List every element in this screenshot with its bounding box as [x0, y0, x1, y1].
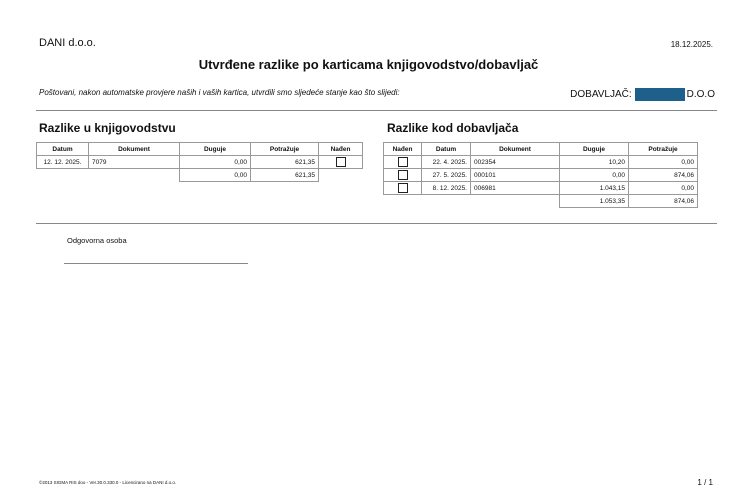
signature-line [64, 263, 248, 264]
col-header-datum: Datum [422, 143, 471, 156]
cell-datum: 22. 4. 2025. [422, 156, 471, 169]
footer-copyright: ©2013 SIGMA RIS doo - Ver.30.0.330.0 - Licencirano na DANI d.o.o. [39, 480, 177, 485]
cell-potrazuje: 621,35 [251, 156, 319, 169]
signature-label: Odgovorna osoba [67, 236, 127, 245]
col-header-naden: Nađen [319, 143, 363, 156]
cell-potrazuje: 0,00 [629, 156, 698, 169]
cell-datum: 8. 12. 2025. [422, 182, 471, 195]
cell-datum: 27. 5. 2025. [422, 169, 471, 182]
total-duguje: 1.053,35 [560, 195, 629, 208]
col-header-dokument: Dokument [471, 143, 560, 156]
cell-datum: 12. 12. 2025. [37, 156, 89, 169]
col-header-potrazuje: Potražuje [629, 143, 698, 156]
right-section-title: Razlike kod dobavljača [387, 121, 519, 135]
cell-duguje: 0,00 [180, 156, 251, 169]
left-section-title: Razlike u knjigovodstvu [39, 121, 176, 135]
cell-naden [384, 182, 422, 195]
cell-potrazuje: 0,00 [629, 182, 698, 195]
table-row [37, 156, 363, 169]
supplier-label: DOBAVLJAČ: [570, 89, 632, 100]
supplier-name-redacted [635, 88, 685, 101]
divider-top [36, 110, 717, 111]
col-header-duguje: Duguje [180, 143, 251, 156]
cell-duguje: 10,20 [560, 156, 629, 169]
cell-duguje: 1.043,15 [560, 182, 629, 195]
table-row [384, 169, 698, 182]
report-date: 18.12.2025. [670, 40, 713, 49]
totals-row [384, 195, 698, 208]
cell-dokument: 006981 [471, 182, 560, 195]
col-header-datum: Datum [37, 143, 89, 156]
table-row [384, 182, 698, 195]
page-number: 1 / 1 [697, 478, 713, 487]
col-header-potrazuje: Potražuje [251, 143, 319, 156]
total-potrazuje: 621,35 [251, 169, 319, 182]
supplier-field [570, 88, 715, 101]
found-checkbox[interactable] [398, 170, 408, 180]
divider-bottom [36, 223, 717, 224]
cell-naden [384, 156, 422, 169]
bookkeeping-differences-table [36, 142, 363, 182]
cell-duguje: 0,00 [560, 169, 629, 182]
page-title: Utvrđene razlike po karticama knjigovodstvo/dobavljač [198, 57, 539, 72]
company-name: DANI d.o.o. [39, 37, 96, 49]
intro-text: Poštovani, nakon automatske provjere naših i vaših kartica, utvrdili smo sljedeće stanje kao što slijedi: [39, 88, 400, 97]
supplier-suffix: D.O.O [686, 89, 715, 100]
cell-dokument: 002354 [471, 156, 560, 169]
found-checkbox[interactable] [398, 183, 408, 193]
cell-naden [319, 156, 363, 169]
cell-naden [384, 169, 422, 182]
supplier-differences-table [383, 142, 698, 208]
col-header-duguje: Duguje [560, 143, 629, 156]
total-potrazuje: 874,06 [629, 195, 698, 208]
table-row [384, 156, 698, 169]
cell-potrazuje: 874,06 [629, 169, 698, 182]
found-checkbox[interactable] [336, 157, 346, 167]
total-duguje: 0,00 [180, 169, 251, 182]
totals-row [37, 169, 363, 182]
col-header-naden: Nađen [384, 143, 422, 156]
col-header-dokument: Dokument [89, 143, 180, 156]
found-checkbox[interactable] [398, 157, 408, 167]
cell-dokument: 000101 [471, 169, 560, 182]
cell-dokument: 7079 [89, 156, 180, 169]
